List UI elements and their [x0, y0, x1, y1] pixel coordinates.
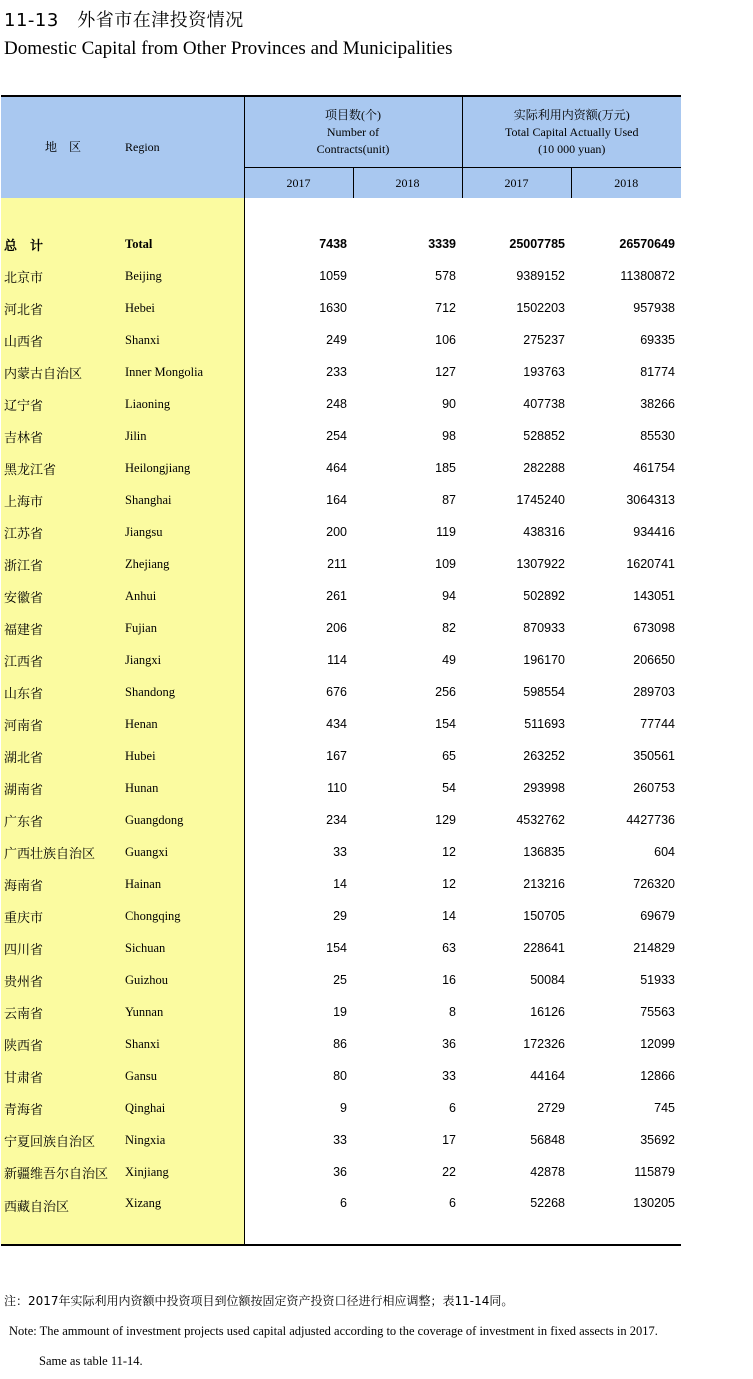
header-year-capital-2017: 2017: [462, 168, 571, 199]
contracts-2017-cell: 86: [244, 1028, 353, 1060]
capital-2017-cell: 528852: [523, 429, 565, 443]
region-en-cell: Jilin: [125, 420, 244, 452]
region-cn-cell: 北京市: [1, 260, 125, 292]
data-table: [1, 95, 681, 1246]
contracts-2018-cell: 65: [442, 749, 456, 763]
capital-2017-cell: 16126: [530, 1005, 565, 1019]
region-en-cell: Gansu: [125, 1060, 244, 1092]
table-row: [1, 676, 681, 708]
header-region-cn: 地 区: [1, 96, 125, 198]
region-cn-cell: 总 计: [1, 228, 125, 260]
spacer-cell: [462, 198, 571, 228]
capital-2018-cell: 35692: [640, 1133, 675, 1147]
contracts-2017-cell: 25: [244, 964, 353, 996]
region-cn-cell: 浙江省: [1, 548, 125, 580]
capital-2017-cell: 196170: [523, 653, 565, 667]
capital-2018-cell: 69679: [640, 909, 675, 923]
region-cn-cell: 陕西省: [1, 1028, 125, 1060]
capital-2017-cell: 438316: [523, 525, 565, 539]
table-spacer-row: [1, 198, 681, 228]
region-cn-cell: 江苏省: [1, 516, 125, 548]
table-row: [1, 484, 681, 516]
contracts-2018-cell: 87: [442, 493, 456, 507]
contracts-2017-cell: 234: [244, 804, 353, 836]
data-table-container: [1, 95, 681, 1246]
table-row: [1, 900, 681, 932]
table-row: [1, 1188, 681, 1245]
contracts-2018-cell: 106: [435, 333, 456, 347]
table-row: [1, 548, 681, 580]
capital-2017-cell: 56848: [530, 1133, 565, 1147]
region-cn-cell: 江西省: [1, 644, 125, 676]
contracts-2018-cell: 36: [442, 1037, 456, 1051]
table-row: [1, 292, 681, 324]
contracts-2018-cell: 109: [435, 557, 456, 571]
region-cn-cell: 西藏自治区: [1, 1188, 125, 1245]
capital-2017-cell: 275237: [523, 333, 565, 347]
contracts-2017-cell: 200: [244, 516, 353, 548]
spacer-cell: [353, 198, 462, 228]
table-row: [1, 516, 681, 548]
table-row: [1, 324, 681, 356]
region-en-cell: Hunan: [125, 772, 244, 804]
region-en-cell: Total: [125, 228, 244, 260]
contracts-2017-cell: 36: [244, 1156, 353, 1188]
contracts-2017-cell: 1630: [244, 292, 353, 324]
capital-2017-cell: 1502203: [516, 301, 565, 315]
capital-2018-cell: 206650: [633, 653, 675, 667]
table-row: [1, 740, 681, 772]
capital-2017-cell: 52268: [462, 1188, 571, 1245]
region-cn-cell: 内蒙古自治区: [1, 356, 125, 388]
region-en-cell: Guangdong: [125, 804, 244, 836]
contracts-2017-cell: 464: [244, 452, 353, 484]
contracts-2018-cell: 22: [442, 1165, 456, 1179]
contracts-2018-cell: 12: [442, 845, 456, 859]
capital-2017-cell: 172326: [523, 1037, 565, 1051]
region-cn-cell: 湖南省: [1, 772, 125, 804]
table-row: [1, 1156, 681, 1188]
region-en-cell: Jiangxi: [125, 644, 244, 676]
capital-2017-cell: 407738: [523, 397, 565, 411]
region-cn-cell: 吉林省: [1, 420, 125, 452]
contracts-2017-cell: 80: [244, 1060, 353, 1092]
region-cn-cell: 云南省: [1, 996, 125, 1028]
capital-2017-cell: 870933: [523, 621, 565, 635]
region-cn-cell: 河南省: [1, 708, 125, 740]
capital-2018-cell: 214829: [633, 941, 675, 955]
header-contracts-en1: Number of: [326, 124, 380, 139]
contracts-2017-cell: 434: [244, 708, 353, 740]
capital-2017-cell: 502892: [523, 589, 565, 603]
capital-2018-cell: 1620741: [626, 557, 675, 571]
region-cn-cell: 黑龙江省: [1, 452, 125, 484]
capital-2017-cell: 44164: [530, 1069, 565, 1083]
contracts-2017-cell: 249: [244, 324, 353, 356]
contracts-2018-cell: 127: [435, 365, 456, 379]
header-region-en: Region: [125, 96, 244, 198]
capital-2017-cell: 150705: [523, 909, 565, 923]
capital-2018-cell: 12866: [640, 1069, 675, 1083]
header-year-capital-2018: 2018: [571, 168, 681, 199]
contracts-2018-cell: 33: [442, 1069, 456, 1083]
table-row: [1, 580, 681, 612]
capital-2018-cell: 3064313: [626, 493, 675, 507]
region-cn-cell: 山东省: [1, 676, 125, 708]
spacer-cell: [1, 198, 125, 228]
capital-2018-cell: 130205: [571, 1188, 681, 1245]
table-row: [1, 388, 681, 420]
contracts-2018-cell: 90: [442, 397, 456, 411]
region-en-cell: Henan: [125, 708, 244, 740]
contracts-2018-cell: 49: [442, 653, 456, 667]
contracts-2017-cell: 9: [244, 1092, 353, 1124]
table-row: [1, 932, 681, 964]
note-en-line1: Note: The ammount of investment projects used capital adjusted according to the coverage of investment in fixed assects in 2017.: [9, 1324, 658, 1338]
contracts-2017-cell: 33: [244, 836, 353, 868]
table-body: [1, 198, 681, 1245]
header-capital-cn: 实际利用内资额(万元): [513, 107, 630, 122]
region-en-cell: Jiangsu: [125, 516, 244, 548]
capital-2018-cell: 604: [654, 845, 675, 859]
region-en-cell: Ningxia: [125, 1124, 244, 1156]
table-row: [1, 1124, 681, 1156]
capital-2017-cell: 1307922: [516, 557, 565, 571]
spacer-cell: [571, 198, 681, 228]
contracts-2018-cell: 54: [442, 781, 456, 795]
contracts-2018-cell: 14: [442, 909, 456, 923]
capital-2017-cell: 293998: [523, 781, 565, 795]
header-year-contracts-2018: 2018: [353, 168, 462, 199]
capital-2017-cell: 4532762: [516, 813, 565, 827]
capital-2018-cell: 69335: [640, 333, 675, 347]
contracts-2017-cell: 154: [244, 932, 353, 964]
table-row: [1, 644, 681, 676]
capital-2018-cell: 726320: [633, 877, 675, 891]
table-row: [1, 804, 681, 836]
contracts-2018-cell: 712: [435, 301, 456, 315]
contracts-2018-cell: 8: [449, 1005, 456, 1019]
capital-2018-cell: 957938: [633, 301, 675, 315]
capital-2017-cell: 136835: [523, 845, 565, 859]
capital-2018-cell: 673098: [633, 621, 675, 635]
table-row: [1, 1028, 681, 1060]
contracts-2017-cell: 676: [244, 676, 353, 708]
header-contracts-cn: 项目数(个): [325, 107, 381, 122]
region-en-cell: Xizang: [125, 1188, 244, 1245]
region-en-cell: Heilongjiang: [125, 452, 244, 484]
region-cn-cell: 宁夏回族自治区: [1, 1124, 125, 1156]
contracts-2017-cell: 1059: [244, 260, 353, 292]
contracts-2017-cell: 164: [244, 484, 353, 516]
contracts-2018-cell: 3339: [428, 237, 456, 251]
region-en-cell: Fujian: [125, 612, 244, 644]
header-capital: [462, 96, 681, 168]
contracts-2018-cell: 16: [442, 973, 456, 987]
region-cn-cell: 四川省: [1, 932, 125, 964]
capital-2018-cell: 75563: [640, 1005, 675, 1019]
region-cn-cell: 福建省: [1, 612, 125, 644]
capital-2017-cell: 1745240: [516, 493, 565, 507]
region-en-cell: Beijing: [125, 260, 244, 292]
capital-2017-cell: 263252: [523, 749, 565, 763]
region-en-cell: Guizhou: [125, 964, 244, 996]
contracts-2018-cell: 63: [442, 941, 456, 955]
contracts-2018-cell: 256: [435, 685, 456, 699]
capital-2018-cell: 77744: [640, 717, 675, 731]
capital-2017-cell: 25007785: [509, 237, 565, 251]
capital-2018-cell: 12099: [640, 1037, 675, 1051]
region-cn-cell: 湖北省: [1, 740, 125, 772]
region-en-cell: Hebei: [125, 292, 244, 324]
contracts-2017-cell: 33: [244, 1124, 353, 1156]
region-en-cell: Shanghai: [125, 484, 244, 516]
region-cn-cell: 重庆市: [1, 900, 125, 932]
region-cn-cell: 海南省: [1, 868, 125, 900]
contracts-2017-cell: 29: [244, 900, 353, 932]
capital-2017-cell: 2729: [537, 1101, 565, 1115]
region-cn-cell: 广东省: [1, 804, 125, 836]
capital-2017-cell: 193763: [523, 365, 565, 379]
contracts-2018-cell: 578: [435, 269, 456, 283]
capital-2018-cell: 260753: [633, 781, 675, 795]
contracts-2017-cell: 14: [244, 868, 353, 900]
notes: [4, 1292, 658, 1368]
contracts-2017-cell: 6: [244, 1188, 353, 1245]
capital-2017-cell: 213216: [523, 877, 565, 891]
region-en-cell: Zhejiang: [125, 548, 244, 580]
capital-2018-cell: 461754: [633, 461, 675, 475]
region-cn-cell: 安徽省: [1, 580, 125, 612]
capital-2018-cell: 38266: [640, 397, 675, 411]
table-row: [1, 708, 681, 740]
table-row: [1, 868, 681, 900]
note-en-line2: Same as table 11-14.: [39, 1354, 143, 1368]
table-row: [1, 772, 681, 804]
region-cn-cell: 河北省: [1, 292, 125, 324]
contracts-2018-cell: 119: [436, 525, 456, 539]
header-capital-en1: Total Capital Actually Used: [505, 124, 639, 139]
table-row: [1, 996, 681, 1028]
contracts-2018-cell: 154: [435, 717, 456, 731]
region-cn-cell: 广西壮族自治区: [1, 836, 125, 868]
table-row: [1, 1092, 681, 1124]
region-en-cell: Hubei: [125, 740, 244, 772]
capital-2018-cell: 350561: [633, 749, 675, 763]
region-en-cell: Xinjiang: [125, 1156, 244, 1188]
page-title-en: Domestic Capital from Other Provinces and Municipalities: [4, 38, 453, 59]
region-en-cell: Hainan: [125, 868, 244, 900]
capital-2018-cell: 934416: [633, 525, 675, 539]
table-row: [1, 420, 681, 452]
capital-2018-cell: 11380872: [620, 269, 675, 283]
region-cn-cell: 新疆维吾尔自治区: [1, 1156, 125, 1188]
table-row: [1, 1060, 681, 1092]
spacer-cell: [125, 198, 244, 228]
contracts-2017-cell: 114: [244, 644, 353, 676]
region-en-cell: Sichuan: [125, 932, 244, 964]
region-cn-cell: 山西省: [1, 324, 125, 356]
header-contracts-en2: Contracts(unit): [316, 141, 390, 156]
spacer-cell: [244, 198, 353, 228]
table-row: [1, 260, 681, 292]
capital-2017-cell: 42878: [530, 1165, 565, 1179]
capital-2017-cell: 228641: [523, 941, 565, 955]
region-cn-cell: 上海市: [1, 484, 125, 516]
contracts-2018-cell: 94: [442, 589, 456, 603]
capital-2018-cell: 4427736: [626, 813, 675, 827]
contracts-2017-cell: 110: [244, 772, 353, 804]
region-en-cell: Inner Mongolia: [125, 356, 244, 388]
capital-2017-cell: 50084: [530, 973, 565, 987]
capital-2017-cell: 511693: [524, 717, 565, 731]
contracts-2018-cell: 12: [442, 877, 456, 891]
contracts-2018-cell: 129: [435, 813, 456, 827]
header-capital-en2: (10 000 yuan): [538, 141, 606, 156]
capital-2018-cell: 26570649: [619, 237, 675, 251]
table-row: [1, 612, 681, 644]
contracts-2017-cell: 167: [244, 740, 353, 772]
header-contracts: [244, 96, 462, 168]
capital-2018-cell: 745: [654, 1101, 675, 1115]
contracts-2018-cell: 98: [442, 429, 456, 443]
contracts-2018-cell: 185: [435, 461, 456, 475]
region-en-cell: Qinghai: [125, 1092, 244, 1124]
contracts-2017-cell: 19: [244, 996, 353, 1028]
capital-2018-cell: 81774: [640, 365, 675, 379]
contracts-2018-cell: 17: [442, 1133, 456, 1147]
region-en-cell: Chongqing: [125, 900, 244, 932]
capital-2017-cell: 282288: [523, 461, 565, 475]
contracts-2017-cell: 211: [244, 548, 353, 580]
region-en-cell: Shanxi: [125, 324, 244, 356]
contracts-2018-cell: 6: [449, 1101, 456, 1115]
note-cn: 注：2017年实际利用内资额中投资项目到位额按固定资产投资口径进行相应调整；表11-14同。: [4, 1294, 514, 1308]
contracts-2017-cell: 7438: [244, 228, 353, 260]
contracts-2018-cell: 82: [442, 621, 456, 635]
header-year-contracts-2017: 2017: [244, 168, 353, 199]
capital-2018-cell: 51933: [640, 973, 675, 987]
region-cn-cell: 贵州省: [1, 964, 125, 996]
region-en-cell: Yunnan: [125, 996, 244, 1028]
contracts-2017-cell: 233: [244, 356, 353, 388]
capital-2018-cell: 115879: [634, 1165, 675, 1179]
contracts-2018-cell: 6: [353, 1188, 462, 1245]
capital-2018-cell: 289703: [633, 685, 675, 699]
table-row: [1, 964, 681, 996]
region-en-cell: Shanxi: [125, 1028, 244, 1060]
region-en-cell: Liaoning: [125, 388, 244, 420]
contracts-2017-cell: 206: [244, 612, 353, 644]
capital-2017-cell: 598554: [523, 685, 565, 699]
capital-2017-cell: 9389152: [516, 269, 565, 283]
region-en-cell: Shandong: [125, 676, 244, 708]
region-cn-cell: 青海省: [1, 1092, 125, 1124]
region-en-cell: Anhui: [125, 580, 244, 612]
page-title-cn: 11-13 外省市在津投资情况: [4, 10, 244, 31]
table-row: [1, 356, 681, 388]
capital-2018-cell: 85530: [640, 429, 675, 443]
region-cn-cell: 辽宁省: [1, 388, 125, 420]
contracts-2017-cell: 254: [244, 420, 353, 452]
table-row: [1, 836, 681, 868]
table-row: [1, 452, 681, 484]
region-en-cell: Guangxi: [125, 836, 244, 868]
contracts-2017-cell: 261: [244, 580, 353, 612]
table-row-total: [1, 228, 681, 260]
capital-2018-cell: 143051: [633, 589, 675, 603]
contracts-2017-cell: 248: [244, 388, 353, 420]
region-cn-cell: 甘肃省: [1, 1060, 125, 1092]
